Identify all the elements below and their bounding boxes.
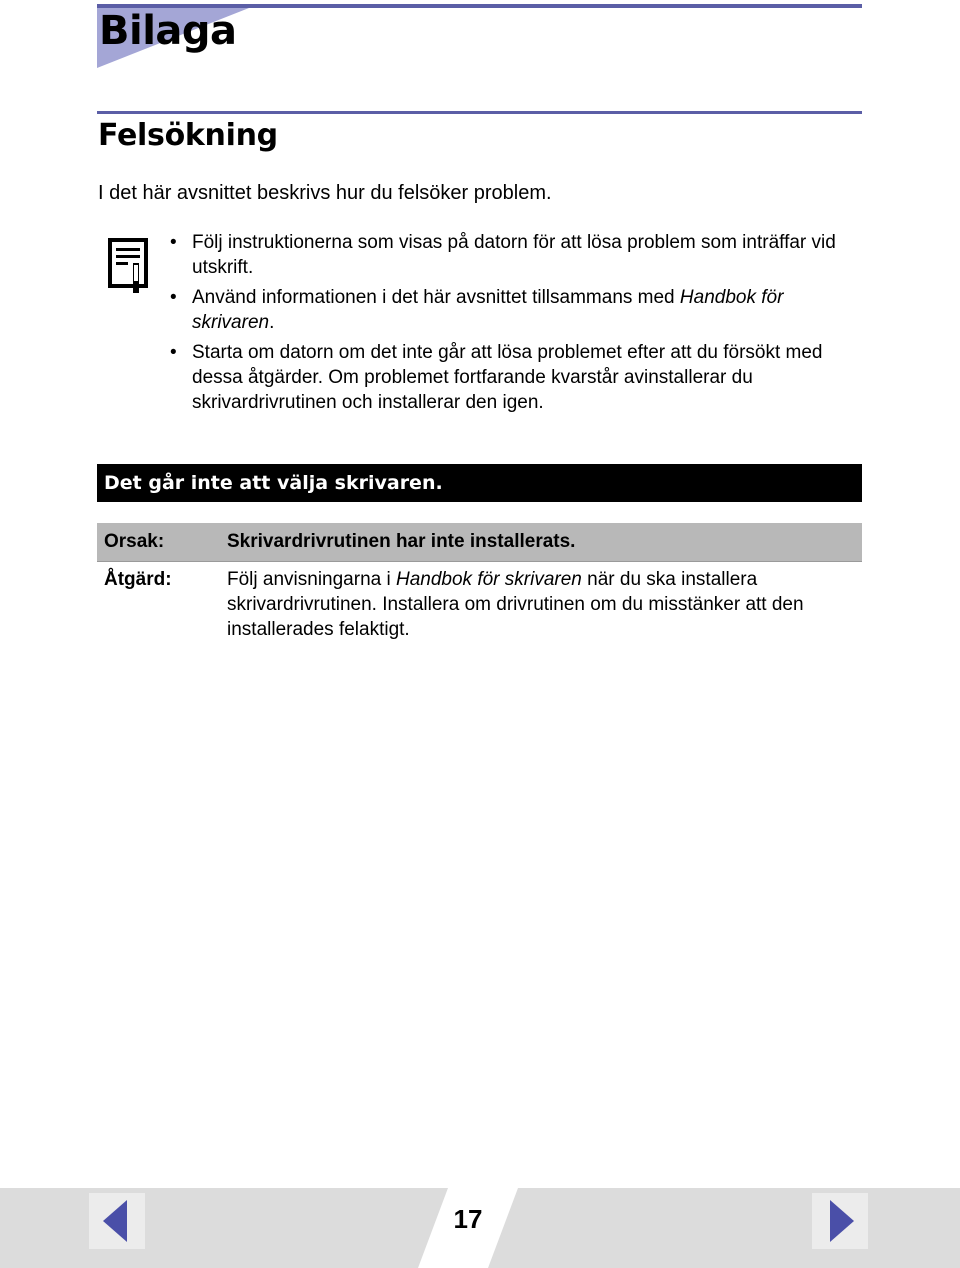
intro-paragraph: I det här avsnittet beskrivs hur du felsöker problem.	[98, 182, 552, 204]
action-text	[227, 567, 857, 642]
note-text: Starta om datorn om det inte går att lösa problemet efter att du försökt med dessa åtgärder. Om problemet fortfarande kvarstår avinstallerar du skrivardrivrutinen och installerar den igen.	[192, 342, 823, 413]
previous-page-button[interactable]	[89, 1193, 145, 1249]
arrow-right-icon	[812, 1193, 868, 1249]
note-text-before: Använd informationen i det här avsnittet tillsammans med	[192, 287, 680, 308]
page-footer	[0, 1188, 960, 1268]
action-text-after: när du ska installera skrivardrivrutinen. Installera om drivrutinen om du misstänker att den installerades felaktigt.	[227, 569, 804, 640]
action-text-before: Följ anvisningarna i	[227, 569, 396, 590]
next-page-button[interactable]	[812, 1193, 868, 1249]
note-text-after: .	[269, 312, 275, 333]
cause-label: Orsak:	[104, 531, 165, 552]
manual-title-reference: Handbok för skrivaren	[395, 569, 582, 590]
section-title: Felsökning	[98, 118, 278, 153]
action-label: Åtgärd:	[104, 569, 172, 590]
arrow-left-icon	[89, 1193, 145, 1249]
cause-row	[97, 523, 862, 561]
chapter-title: Bilaga	[99, 8, 237, 54]
list-item	[170, 340, 850, 415]
cause-text: Skrivardrivrutinen har inte installerats.	[227, 531, 576, 552]
problem-header	[97, 464, 862, 502]
note-list	[170, 230, 850, 420]
manual-title-reference: Handbok för skrivaren	[192, 287, 784, 333]
row-divider	[97, 561, 862, 562]
bullet-marker: •	[170, 342, 177, 363]
list-item	[170, 230, 850, 280]
problem-title: Det går inte att välja skrivaren.	[104, 472, 443, 494]
bullet-marker: •	[170, 287, 177, 308]
page-number: 17	[453, 1204, 483, 1234]
list-item	[170, 285, 850, 335]
bullet-marker: •	[170, 232, 177, 253]
note-pencil-icon	[107, 237, 149, 293]
note-text: Följ instruktionerna som visas på datorn för att lösa problem som inträffar vid utskrift.	[192, 232, 836, 278]
section-divider	[97, 111, 862, 114]
